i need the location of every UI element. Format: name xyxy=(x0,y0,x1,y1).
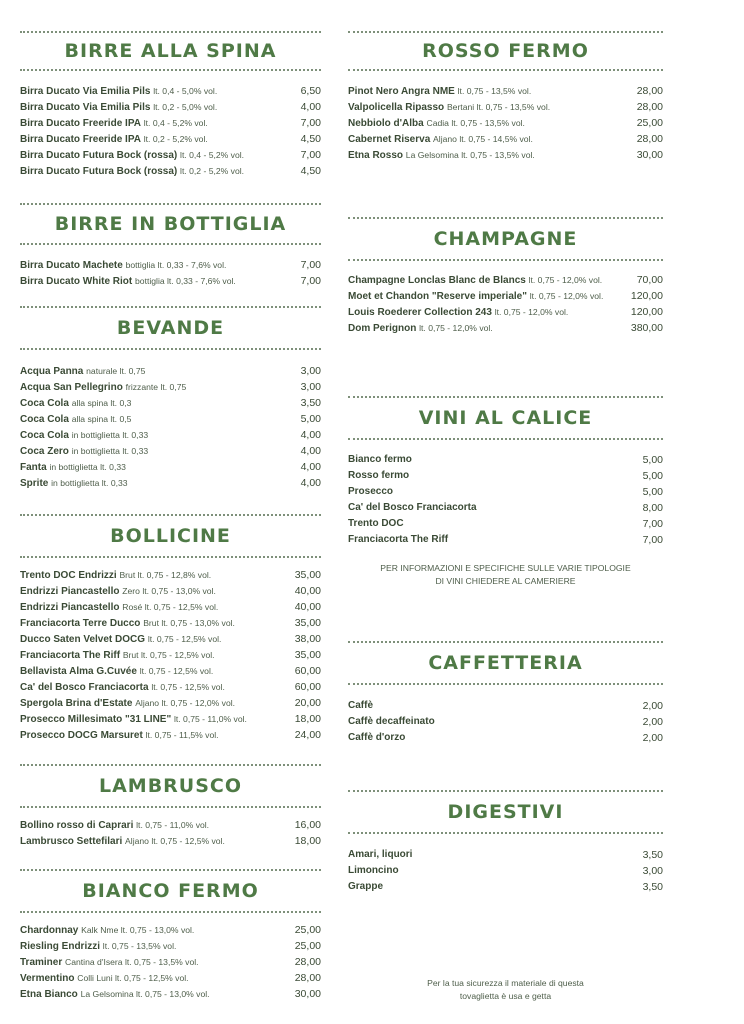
section-title: BIRRE ALLA SPINA xyxy=(64,40,277,62)
section-title: ROSSO FERMO xyxy=(422,40,589,62)
menu-item: Coca Cola alla spina lt. 0,3 3,50 xyxy=(20,397,321,409)
section-birre-in-bottiglia xyxy=(20,203,321,289)
divider xyxy=(348,438,663,440)
section-digestivi xyxy=(348,790,663,895)
menu-item: Chardonnay Kalk Nme lt. 0,75 - 13,0% vol. 25,00 xyxy=(20,924,321,936)
menu-item: Nebbiolo d'Alba Cadia lt. 0,75 - 13,5% vol. 25,00 xyxy=(348,117,663,129)
menu-item: Limoncino 3,00 xyxy=(348,865,663,877)
menu-item: Cabernet Riserva Aljano lt. 0,75 - 14,5% vol. 28,00 xyxy=(348,133,663,145)
menu-item: Prosecco Millesimato "31 LINE" lt. 0,75 - 11,0% vol. 18,00 xyxy=(20,713,321,725)
menu-item: Louis Roederer Collection 243 lt. 0,75 - 12,0% vol. 120,00 xyxy=(348,306,663,318)
menu-item: Caffè d'orzo 2,00 xyxy=(348,732,663,744)
footer-line: Per la tua sicurezza il materiale di questa xyxy=(427,978,584,988)
menu-item: Birra Ducato Via Emilia Pils lt. 0,4 - 5,0% vol. 6,50 xyxy=(20,85,321,97)
menu-item: Fanta in bottiglietta lt. 0,33 4,00 xyxy=(20,461,321,473)
menu-item: Rosso fermo 5,00 xyxy=(348,470,663,482)
menu-item: Vermentino Colli Luni lt. 0,75 - 12,5% vol. 28,00 xyxy=(20,972,321,984)
menu-item: Ducco Saten Velvet DOCG lt. 0,75 - 12,5% vol. 38,00 xyxy=(20,633,321,645)
menu-item: Birra Ducato Futura Bock (rossa) lt. 0,4 - 5,2% vol. 7,00 xyxy=(20,149,321,161)
menu-item: Franciacorta Terre Ducco Brut lt. 0,75 - 13,0% vol. 35,00 xyxy=(20,617,321,629)
menu-item: Bollino rosso di Caprari lt. 0,75 - 11,0% vol. 16,00 xyxy=(20,819,321,831)
section-title: CAFFETTERIA xyxy=(428,652,583,674)
menu-item: Trento DOC Endrizzi Brut lt. 0,75 - 12,8% vol. 35,00 xyxy=(20,569,321,581)
menu-item: Grappe 3,50 xyxy=(348,881,663,893)
menu-item: Birra Ducato Freeride IPA lt. 0,4 - 5,2% vol. 7,00 xyxy=(20,117,321,129)
divider xyxy=(348,683,663,685)
menu-item: Champagne Lonclas Blanc de Blancs lt. 0,75 - 12,0% vol. 70,00 xyxy=(348,274,663,286)
item-list xyxy=(20,363,321,491)
menu-item: Pinot Nero Angra NME lt. 0,75 - 13,5% vol. 28,00 xyxy=(348,85,663,97)
menu-item: Etna Bianco La Gelsomina lt. 0,75 - 13,0% vol. 30,00 xyxy=(20,988,321,1000)
section-title: VINI AL CALICE xyxy=(418,407,593,429)
menu-item: Franciacorta The Riff Brut lt. 0,75 - 12,5% vol. 35,00 xyxy=(20,649,321,661)
note-line: PER INFORMAZIONI E SPECIFICHE SULLE VARIE TIPOLOGIE xyxy=(380,563,631,573)
menu-item: Spergola Brina d'Estate Aljano lt. 0,75 - 12,0% vol. 20,00 xyxy=(20,697,321,709)
section-title: BIANCO FERMO xyxy=(82,880,259,902)
menu-item: Caffè 2,00 xyxy=(348,700,663,712)
menu-item: Etna Rosso La Gelsomina lt. 0,75 - 13,5% vol. 30,00 xyxy=(348,149,663,161)
section-rosso-fermo xyxy=(348,31,663,163)
menu-item: Lambrusco Settefilari Aljano lt. 0,75 - 12,5% vol. 18,00 xyxy=(20,835,321,847)
menu-item: Amari, liquori 3,50 xyxy=(348,849,663,861)
menu-item: Birra Ducato White Riot bottiglia lt. 0,33 - 7,6% vol. 7,00 xyxy=(20,275,321,287)
item-list xyxy=(20,817,321,849)
divider xyxy=(348,69,663,71)
menu-item: Caffè decaffeinato 2,00 xyxy=(348,716,663,728)
divider xyxy=(348,832,663,834)
section-caffetteria xyxy=(348,641,663,746)
menu-item: Birra Ducato Freeride IPA lt. 0,2 - 5,2% vol. 4,50 xyxy=(20,133,321,145)
menu-item: Coca Zero in bottiglietta lt. 0,33 4,00 xyxy=(20,445,321,457)
divider xyxy=(20,348,321,350)
item-list xyxy=(348,698,663,746)
section-champagne xyxy=(348,217,663,336)
section-title: BOLLICINE xyxy=(110,525,231,547)
section-title: CHAMPAGNE xyxy=(433,228,578,250)
menu-item: Trento DOC 7,00 xyxy=(348,518,663,530)
divider xyxy=(20,911,321,913)
divider xyxy=(20,243,321,245)
item-list xyxy=(348,83,663,163)
note-line: DI VINI CHIEDERE AL CAMERIERE xyxy=(435,576,576,586)
footer-line: tovaglietta è usa e getta xyxy=(459,991,552,1001)
menu-item: Ca' del Bosco Franciacorta 8,00 xyxy=(348,502,663,514)
item-list xyxy=(20,257,321,289)
section-bevande xyxy=(20,306,321,491)
footer-safety-note xyxy=(348,977,663,1003)
menu-item: Coca Cola in bottiglietta lt. 0,33 4,00 xyxy=(20,429,321,441)
menu-item: Acqua San Pellegrino frizzante lt. 0,75 3,00 xyxy=(20,381,321,393)
menu-item: Prosecco DOCG Marsuret lt. 0,75 - 11,5% vol. 24,00 xyxy=(20,729,321,741)
section-title: DIGESTIVI xyxy=(447,801,564,823)
divider xyxy=(20,556,321,558)
section-bollicine xyxy=(20,514,321,743)
menu-item: Valpolicella Ripasso Bertani lt. 0,75 - 13,5% vol. 28,00 xyxy=(348,101,663,113)
menu-item: Sprite in bottiglietta lt. 0,33 4,00 xyxy=(20,477,321,489)
section-title: BIRRE IN BOTTIGLIA xyxy=(54,213,287,235)
menu-item: Coca Cola alla spina lt. 0,5 5,00 xyxy=(20,413,321,425)
divider xyxy=(20,806,321,808)
item-list xyxy=(20,83,321,179)
divider xyxy=(20,69,321,71)
section-bianco-fermo xyxy=(20,869,321,1002)
menu-item: Birra Ducato Via Emilia Pils lt. 0,2 - 5,0% vol. 4,00 xyxy=(20,101,321,113)
menu-item: Moet et Chandon "Reserve imperiale" lt. 0,75 - 12,0% vol. 120,00 xyxy=(348,290,663,302)
menu-item: Endrizzi Piancastello Rosé lt. 0,75 - 12,5% vol. 40,00 xyxy=(20,601,321,613)
menu-item: Endrizzi Piancastello Zero lt. 0,75 - 13,0% vol. 40,00 xyxy=(20,585,321,597)
divider xyxy=(348,259,663,261)
menu-item: Bellavista Alma G.Cuvée lt. 0,75 - 12,5% vol. 60,00 xyxy=(20,665,321,677)
item-list xyxy=(20,567,321,743)
item-list xyxy=(348,452,663,548)
menu-item: Dom Perignon lt. 0,75 - 12,0% vol. 380,00 xyxy=(348,322,663,334)
section-birre-alla-spina xyxy=(20,31,321,179)
menu-item: Riesling Endrizzi lt. 0,75 - 13,5% vol. 25,00 xyxy=(20,940,321,952)
section-vini-al-calice xyxy=(348,396,663,588)
menu-item: Birra Ducato Futura Bock (rossa) lt. 0,2 - 5,2% vol. 4,50 xyxy=(20,165,321,177)
menu-item: Franciacorta The Riff 7,00 xyxy=(348,534,663,546)
item-list xyxy=(20,922,321,1002)
item-list xyxy=(348,847,663,895)
menu-item: Prosecco 5,00 xyxy=(348,486,663,498)
section-title: LAMBRUSCO xyxy=(98,775,243,797)
menu-item: Bianco fermo 5,00 xyxy=(348,454,663,466)
menu-item: Birra Ducato Machete bottiglia lt. 0,33 - 7,6% vol. 7,00 xyxy=(20,259,321,271)
item-list xyxy=(348,272,663,336)
menu-item: Traminer Cantina d'Isera lt. 0,75 - 13,5% vol. 28,00 xyxy=(20,956,321,968)
section-title: BEVANDE xyxy=(116,317,225,339)
section-lambrusco xyxy=(20,764,321,849)
menu-item: Ca' del Bosco Franciacorta lt. 0,75 - 12,5% vol. 60,00 xyxy=(20,681,321,693)
menu-item: Acqua Panna naturale lt. 0,75 3,00 xyxy=(20,365,321,377)
wine-info-note xyxy=(348,562,663,588)
